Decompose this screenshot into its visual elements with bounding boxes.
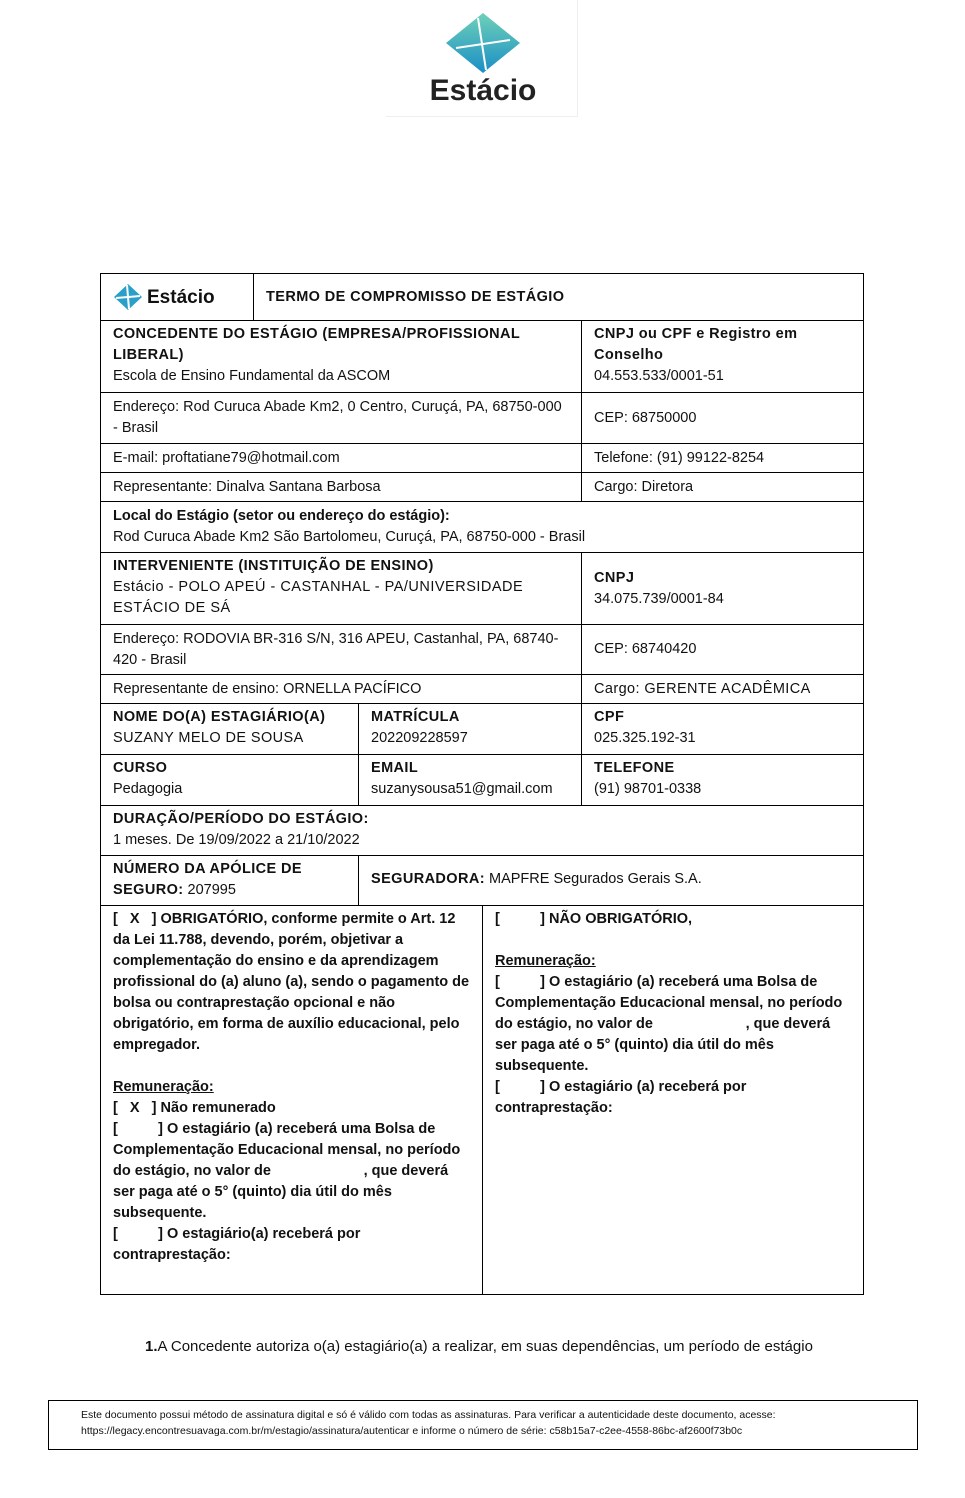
footer-line-1: Este documento possui método de assinatura digital e só é válido com todas as assinaturas. Para verificar a autenticidade deste documento, acesse:	[81, 1409, 776, 1421]
interveniente-cep: CEP: 68740420	[581, 624, 864, 675]
estacio-logo	[386, 0, 578, 117]
email-label: EMAIL	[371, 760, 419, 776]
concedente-cep: CEP: 68750000	[581, 392, 864, 444]
nome-label: NOME DO(A) ESTAGIÁRIO(A)	[113, 709, 326, 725]
interveniente-cargo: Cargo: GERENTE ACADÊMICA	[581, 674, 864, 704]
contraprestacao-option: [ ] O estagiário(a) receberá por contraprestação:	[113, 1226, 365, 1263]
nao-remunerado-option: [ X ] Não remunerado	[113, 1100, 276, 1116]
nao-obrigatorio-cell	[482, 905, 864, 1295]
cpf-value: 025.325.192-31	[594, 730, 696, 746]
interveniente-value: Estácio - POLO APEÚ - CASTANHAL - PA/UNIVERSIDADE ESTÁCIO DE SÁ	[113, 579, 524, 616]
concedente-email: E-mail: proftatiane79@hotmail.com	[100, 443, 582, 473]
nome-value: SUZANY MELO DE SOUSA	[113, 730, 304, 746]
telefone-value: (91) 98701-0338	[594, 781, 702, 797]
cnpj-label: CNPJ	[594, 569, 635, 586]
nao-obrigatorio-option: [ ] NÃO OBRIGATÓRIO,	[495, 911, 693, 927]
estagiario-telefone	[581, 754, 864, 806]
concedente-cnpj-cell	[581, 320, 864, 393]
matricula-value: 202209228597	[371, 730, 468, 746]
seguradora-label: SEGURADORA:	[371, 871, 485, 887]
cnpj-value: 34.075.739/0001-84	[594, 590, 724, 607]
interveniente-cell	[100, 552, 582, 625]
obrigatorio-cell	[100, 905, 483, 1295]
local-value: Rod Curuca Abade Km2 São Bartolomeu, Curuçá, PA, 68750-000 - Brasil	[113, 529, 586, 545]
estagiario-cpf	[581, 703, 864, 755]
telefone-label: TELEFONE	[594, 760, 675, 776]
remuneracao-label: Remuneração:	[495, 953, 596, 969]
interveniente-representante: Representante de ensino: ORNELLA PACÍFICO	[100, 674, 582, 704]
concedente-endereco: Endereço: Rod Curuca Abade Km2, 0 Centro, Curuçá, PA, 68750-000 - Brasil	[100, 392, 582, 444]
bolsa-option: [ ] O estagiário (a) receberá uma Bolsa de Complementação Educacional mensal, no período do estágio, no valor de , que deverá ser paga até o 5° (quinto) dia útil do mês subsequente.	[113, 1121, 465, 1221]
estacio-diamond-icon	[113, 283, 143, 311]
cnpj-label: CNPJ ou CPF e Registro em Conselho	[594, 326, 798, 363]
cpf-label: CPF	[594, 709, 625, 725]
estagiario-matricula	[358, 703, 582, 755]
header-logo	[100, 273, 254, 321]
document-title: TERMO DE COMPROMISSO DE ESTÁGIO	[253, 273, 864, 321]
clause-1	[145, 1338, 813, 1355]
seguradora	[358, 855, 864, 906]
estagiario-nome	[100, 703, 359, 755]
curso-value: Pedagogia	[113, 781, 183, 797]
estagiario-email	[358, 754, 582, 806]
interveniente-endereco: Endereço: RODOVIA BR-316 S/N, 316 APEU, Castanhal, PA, 68740-420 - Brasil	[100, 624, 582, 675]
curso-label: CURSO	[113, 760, 168, 776]
apolice	[100, 855, 359, 906]
concedente-label: CONCEDENTE DO ESTÁGIO (EMPRESA/PROFISSIONAL LIBERAL)	[113, 326, 520, 363]
contraprestacao-option: [ ] O estagiário (a) receberá por contraprestação:	[495, 1079, 751, 1116]
concedente-cargo: Cargo: Diretora	[581, 472, 864, 502]
concedente-telefone: Telefone: (91) 99122-8254	[581, 443, 864, 473]
local-label: Local do Estágio (setor ou endereço do estágio):	[113, 508, 450, 524]
clause-number: 1.	[145, 1338, 158, 1355]
concedente-cell	[100, 320, 582, 393]
remuneracao-label: Remuneração:	[113, 1079, 214, 1095]
matricula-label: MATRÍCULA	[371, 709, 460, 725]
footer-line-2: https://legacy.encontresuavaga.com.br/m/estagio/assinatura/autenticar e informe o número de série: c58b15a7-c2ee-4558-86bc-af2600f73b0c	[81, 1425, 743, 1437]
bolsa-option: [ ] O estagiário (a) receberá uma Bolsa de Complementação Educacional mensal, no período do estágio, no valor de , que deverá ser paga até o 5° (quinto) dia útil do mês subsequente.	[495, 974, 847, 1074]
interveniente-cnpj-cell	[581, 552, 864, 625]
duracao-label: DURAÇÃO/PERÍODO DO ESTÁGIO:	[113, 811, 369, 827]
duracao-value: 1 meses. De 19/09/2022 a 21/10/2022	[113, 832, 360, 848]
clause-text: A Concedente autoriza o(a) estagiário(a) a realizar, em suas dependências, um período de estágio	[157, 1338, 813, 1355]
cnpj-value: 04.553.533/0001-51	[594, 368, 724, 384]
signature-footer	[48, 1400, 918, 1450]
seguradora-value: MAPFRE Segurados Gerais S.A.	[489, 871, 702, 887]
duracao	[100, 805, 864, 856]
concedente-representante: Representante: Dinalva Santana Barbosa	[100, 472, 582, 502]
concedente-value: Escola de Ensino Fundamental da ASCOM	[113, 368, 391, 384]
estagiario-curso	[100, 754, 359, 806]
local-estagio	[100, 501, 864, 553]
apolice-label: NÚMERO DA APÓLICE DE SEGURO:	[113, 861, 302, 898]
obrigatorio-option: [ X ] OBRIGATÓRIO, conforme permite o Art. 12 da Lei 11.788, devendo, porém, objetivar a complementação do ensino e da aprendizagem profissional do (a) aluno (a), sendo o pagamento de bolsa ou contraprestação opcional e não obrigatório, em forma de auxílio educacional, pelo empregador.	[113, 911, 474, 1053]
apolice-value: 207995	[187, 882, 236, 898]
email-value: suzanysousa51@gmail.com	[371, 781, 553, 797]
interveniente-label: INTERVENIENTE (INSTITUIÇÃO DE ENSINO)	[113, 558, 434, 574]
svg-text:Estácio: Estácio	[429, 74, 537, 107]
logo-text: Estácio	[147, 286, 215, 308]
